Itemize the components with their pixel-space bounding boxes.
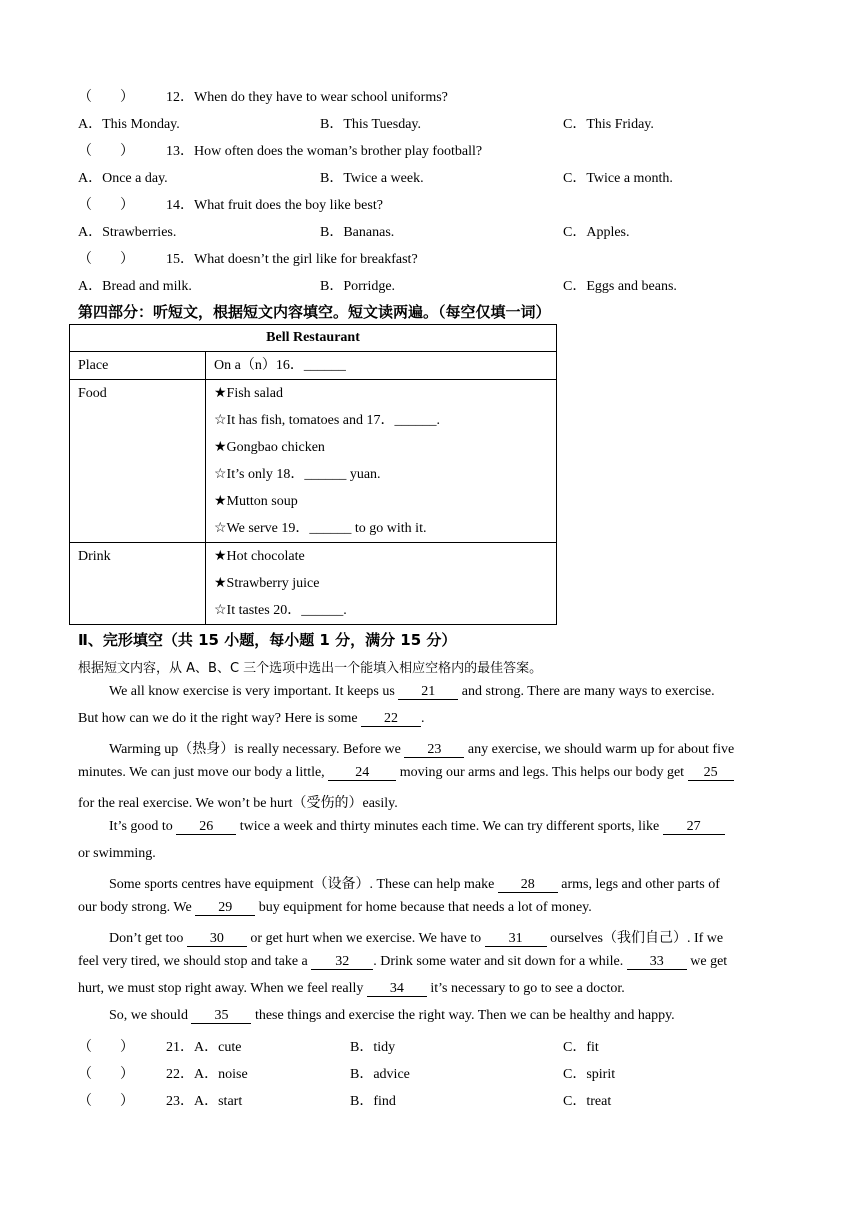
table-row-place — [70, 352, 557, 380]
option-c: C．Eggs and beans. — [563, 279, 677, 294]
passage-line: But how can we do it the right way? Here is some 22 . — [78, 711, 425, 726]
passage-line: or swimming. — [78, 846, 156, 861]
blank-31[interactable]: 31 — [485, 931, 547, 947]
list-item: ★Hot chocolate — [214, 549, 305, 564]
list-item: ★Strawberry juice — [214, 576, 320, 591]
row-content — [206, 380, 557, 543]
question-line — [78, 1090, 242, 1110]
option-b: B．tidy — [350, 1040, 396, 1055]
fill-line-18[interactable]: ☆It’s only 18．______ yuan. — [214, 467, 381, 482]
question-number: 13． — [166, 144, 194, 159]
option-a: A．cute — [194, 1040, 242, 1055]
blank-34[interactable]: 34 — [367, 981, 427, 997]
answer-paren[interactable]: （ ） — [78, 144, 134, 159]
option-c: C．This Friday. — [563, 117, 654, 132]
option-b: B．advice — [350, 1067, 410, 1082]
passage-line: hurt, we must stop right away. When we feel really 34 it’s necessary to go to see a doctor. — [78, 981, 625, 996]
question-line — [78, 86, 448, 106]
fill-line-17[interactable]: ☆It has fish, tomatoes and 17．______. — [214, 413, 441, 428]
blank-26[interactable]: 26 — [176, 819, 236, 835]
row-content — [206, 543, 557, 625]
passage-line: Warming up（热身）is really necessary. Before we 23 any exercise, we should warm up for about five — [109, 742, 735, 757]
option-b: B．find — [350, 1094, 396, 1109]
passage-line: We all know exercise is very important. It keeps us 21 and strong. There are many ways to exercise. — [109, 684, 715, 699]
answer-paren[interactable]: （ ） — [78, 1094, 134, 1109]
option-a: A．Strawberries. — [78, 225, 177, 240]
question-text: When do they have to wear school uniforms? — [194, 90, 448, 105]
table-row-drink — [70, 543, 557, 625]
question-number: 12． — [166, 90, 194, 105]
section2-instruction: 根据短文内容，从 A、B、C 三个选项中选出一个能填入相应空格内的最佳答案。 — [78, 661, 543, 676]
blank-32[interactable]: 32 — [311, 954, 373, 970]
answer-paren[interactable]: （ ） — [78, 252, 134, 267]
question-line — [78, 194, 383, 214]
question-line — [78, 140, 482, 160]
option-b: B．Porridge. — [320, 279, 396, 294]
passage-line: Don’t get too 30 or get hurt when we exercise. We have to 31 ourselves（我们自己）. If we — [109, 931, 724, 946]
blank-28[interactable]: 28 — [498, 877, 558, 893]
blank-33[interactable]: 33 — [627, 954, 687, 970]
passage-line: feel very tired, we should stop and take a 32 . Drink some water and sit down for a while. 33 we get — [78, 954, 728, 969]
list-item: ★Gongbao chicken — [214, 440, 325, 455]
option-c: C．Twice a month. — [563, 171, 673, 186]
option-a: A．Once a day. — [78, 171, 168, 186]
blank-25[interactable]: 25 — [688, 765, 734, 781]
blank-23[interactable]: 23 — [404, 742, 464, 758]
row-label: Food — [70, 380, 206, 543]
fill-line-16[interactable]: On a（n）16．______ — [214, 358, 346, 373]
blank-29[interactable]: 29 — [195, 900, 255, 916]
question-number: 14． — [166, 198, 194, 213]
option-c: C．spirit — [563, 1067, 616, 1082]
blank-24[interactable]: 24 — [328, 765, 396, 781]
option-a: A．This Monday. — [78, 117, 180, 132]
restaurant-table — [69, 324, 557, 625]
part4-heading: 第四部分：听短文，根据短文内容填空。短文读两遍。（每空仅填一词） — [78, 303, 551, 321]
option-c: C．fit — [563, 1040, 599, 1055]
option-a: A．Bread and milk. — [78, 279, 192, 294]
row-content — [206, 352, 557, 380]
blank-21[interactable]: 21 — [398, 684, 458, 700]
question-line — [78, 1063, 248, 1083]
fill-line-20[interactable]: ☆It tastes 20．______. — [214, 603, 347, 618]
option-a: A．start — [194, 1094, 243, 1109]
option-a: A．noise — [194, 1067, 248, 1082]
passage-line: our body strong. We 29 buy equipment for home because that needs a lot of money. — [78, 900, 592, 915]
question-text: How often does the woman’s brother play football? — [194, 144, 483, 159]
table-title: Bell Restaurant — [70, 325, 557, 352]
list-item: ★Mutton soup — [214, 494, 298, 509]
fill-line-19[interactable]: ☆We serve 19．______ to go with it. — [214, 521, 427, 536]
option-c: C．treat — [563, 1094, 612, 1109]
blank-35[interactable]: 35 — [191, 1008, 251, 1024]
question-line — [78, 1036, 241, 1056]
blank-30[interactable]: 30 — [187, 931, 247, 947]
table-row-food — [70, 380, 557, 543]
passage-line: It’s good to 26 twice a week and thirty minutes each time. We can try different sports, like 27 — [109, 819, 725, 835]
passage-line: for the real exercise. We won’t be hurt（受伤的）easily. — [78, 796, 398, 811]
option-b: B．Twice a week. — [320, 171, 424, 186]
passage-line: Some sports centres have equipment（设备）. These can help make 28 arms, legs and other parts of — [109, 877, 720, 892]
blank-22[interactable]: 22 — [361, 711, 421, 727]
question-number: 23． — [166, 1094, 194, 1109]
question-number: 15． — [166, 252, 194, 267]
list-item: ★Fish salad — [214, 386, 283, 401]
section2-heading: Ⅱ、完形填空（共 15 小题，每小题 1 分，满分 15 分） — [78, 631, 457, 649]
passage-line: minutes. We can just move our body a little, 24 moving our arms and legs. This helps our body get 25 — [78, 765, 734, 781]
question-line — [78, 248, 418, 268]
row-label: Drink — [70, 543, 206, 625]
option-b: B．Bananas. — [320, 225, 395, 240]
answer-paren[interactable]: （ ） — [78, 1067, 134, 1082]
question-text: What doesn’t the girl like for breakfast? — [194, 252, 418, 267]
answer-paren[interactable]: （ ） — [78, 198, 134, 213]
answer-paren[interactable]: （ ） — [78, 1040, 134, 1055]
option-b: B．This Tuesday. — [320, 117, 422, 132]
answer-paren[interactable]: （ ） — [78, 90, 134, 105]
row-label: Place — [70, 352, 206, 380]
blank-27[interactable]: 27 — [663, 819, 725, 835]
option-c: C．Apples. — [563, 225, 630, 240]
question-number: 22． — [166, 1067, 194, 1082]
passage-line: So, we should 35 these things and exercise the right way. Then we can be healthy and happy. — [109, 1008, 675, 1023]
question-text: What fruit does the boy like best? — [194, 198, 383, 213]
question-number: 21． — [166, 1040, 194, 1055]
